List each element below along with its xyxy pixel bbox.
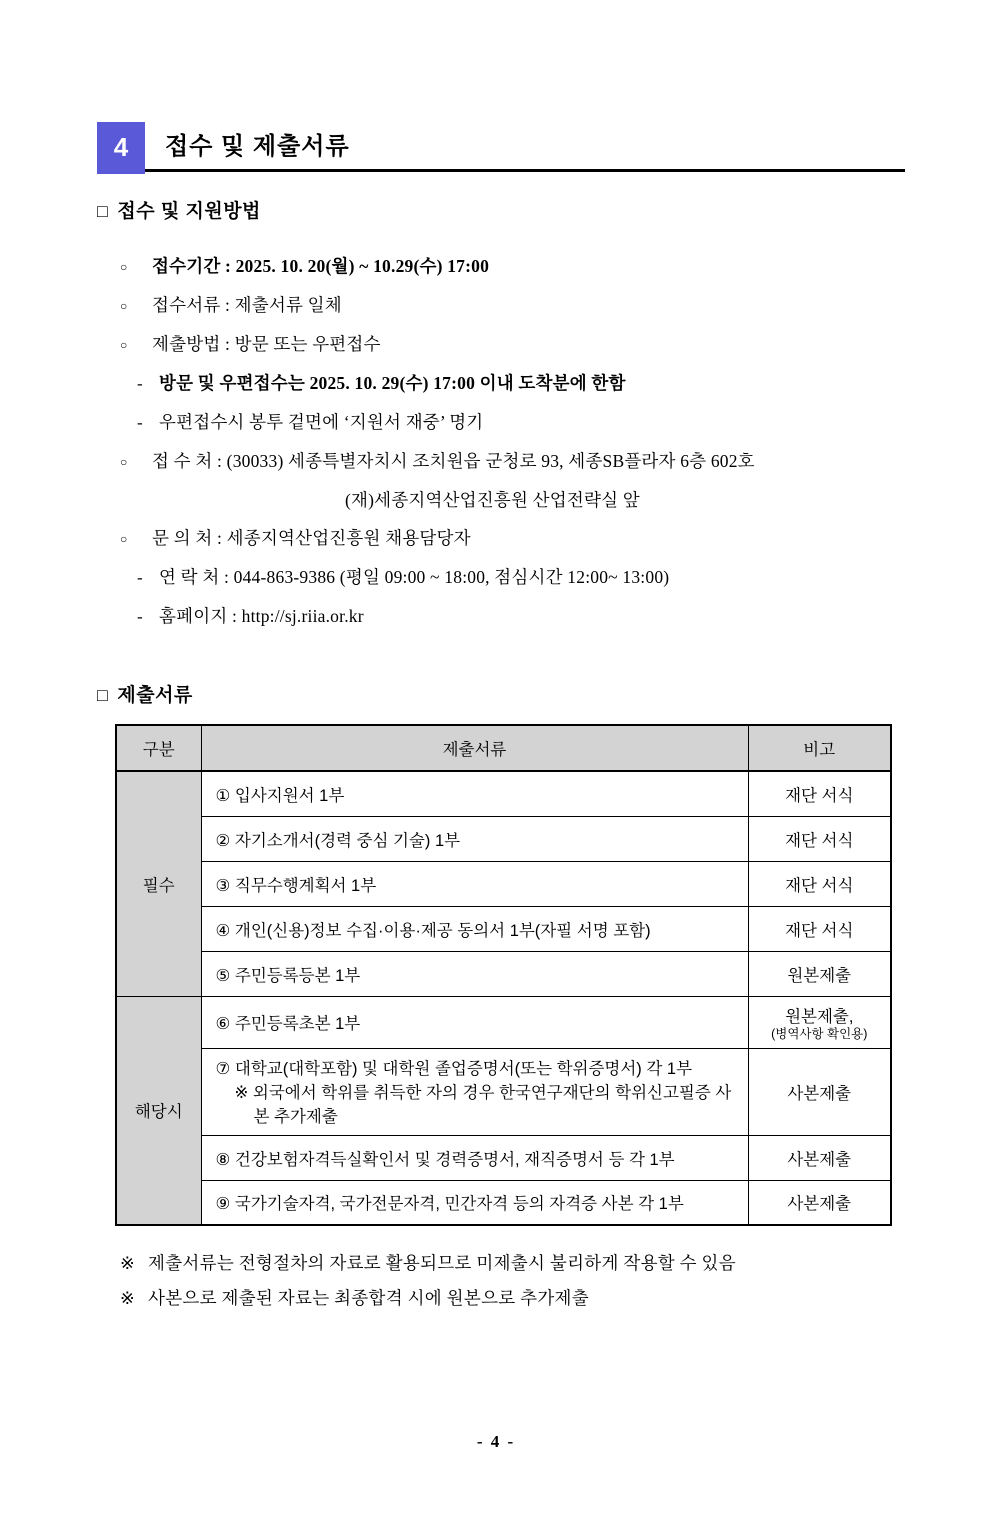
list-item-reception-docs xyxy=(120,292,992,319)
table-header-category: 구분 xyxy=(116,725,201,771)
table-row xyxy=(116,996,891,1048)
homepage-url[interactable]: 홈페이지 : http://sj.riia.or.kr xyxy=(159,606,364,626)
circle-bullet-icon: ○ xyxy=(120,299,128,313)
note-cell: 사본제출 xyxy=(748,1135,891,1180)
list-item-text: 우편접수시 봉투 겉면에 ‘지원서 재중’ 명기 xyxy=(159,412,484,432)
doc-cell-resident-register: ⑤ 주민등록등본 1부 xyxy=(201,951,748,996)
note-cell: 원본제출 xyxy=(748,951,891,996)
document-page xyxy=(0,122,992,1525)
square-bullet-icon: □ xyxy=(97,685,109,705)
section-number-badge: 4 xyxy=(97,122,145,174)
page-number: - 4 - xyxy=(476,1432,516,1451)
group-label-if-applicable: 해당시 xyxy=(116,996,201,1225)
list-item-submit-method xyxy=(120,331,992,358)
table-header-remark: 비고 xyxy=(748,725,891,771)
group-label-required: 필수 xyxy=(116,771,201,996)
subsection-heading-apply-text: 접수 및 지원방법 xyxy=(117,201,261,222)
list-item-reception-address xyxy=(120,448,992,475)
doc-cell-licenses: ⑨ 국가기술자격, 국가전문자격, 민간자격 등의 자격증 사본 각 1부 xyxy=(201,1180,748,1225)
list-item-inquiry xyxy=(120,525,992,552)
section-header xyxy=(97,122,905,172)
section-title: 접수 및 제출서류 xyxy=(165,133,350,160)
note-main: 원본제출, xyxy=(785,1007,854,1026)
doc-sub-note: ※ 외국에서 학위를 취득한 자의 경우 한국연구재단의 학위신고필증 사본 추가제출 xyxy=(234,1083,732,1126)
doc-cell-job-plan: ③ 직무수행계획서 1부 xyxy=(201,861,748,906)
table-header-row xyxy=(116,725,891,771)
reference-mark-icon: ※ xyxy=(120,1253,135,1273)
list-item-arrival-deadline xyxy=(137,370,992,397)
list-item-contact-phone xyxy=(137,564,992,591)
list-item-homepage xyxy=(137,603,992,630)
subsection-heading-documents xyxy=(97,680,992,707)
dash-bullet-icon: - xyxy=(137,568,143,587)
circle-bullet-icon: ○ xyxy=(120,455,128,469)
doc-cell-career-certificates: ⑧ 건강보험자격득실확인서 및 경력증명서, 재직증명서 등 각 1부 xyxy=(201,1135,748,1180)
note-cell: 재단 서식 xyxy=(748,861,891,906)
doc-cell-diploma xyxy=(201,1048,748,1135)
table-row xyxy=(116,906,891,951)
list-item-text: 연 락 처 : 044-863-9386 (평일 09:00 ~ 18:00, 점심시간 12:00~ 13:00) xyxy=(159,567,670,587)
list-item-text: 접 수 처 : (30033) 세종특별자치시 조치원읍 군청로 93, 세종SB플라자 6층 602호 xyxy=(152,451,755,471)
reference-mark-icon: ※ xyxy=(120,1288,135,1308)
note-cell: 재단 서식 xyxy=(748,816,891,861)
list-item-text: 접수기간 : 2025. 10. 20(월) ~ 10.29(수) 17:00 xyxy=(152,256,490,276)
circle-bullet-icon: ○ xyxy=(120,532,128,546)
dash-bullet-icon: - xyxy=(137,374,143,393)
table-row xyxy=(116,861,891,906)
dash-bullet-icon: - xyxy=(137,413,143,432)
footnote-text: 제출서류는 전형절차의 자료로 활용되므로 미제출시 불리하게 작용할 수 있음 xyxy=(148,1253,736,1273)
footnote-text: 사본으로 제출된 자료는 최종합격 시에 원본으로 추가제출 xyxy=(148,1288,589,1308)
doc-main: ⑦ 대학교(대학포함) 및 대학원 졸업증명서(또는 학위증명서) 각 1부 xyxy=(215,1059,693,1078)
list-item-text: (재)세종지역산업진흥원 산업전략실 앞 xyxy=(345,490,640,510)
list-item-reception-period xyxy=(120,253,992,280)
note-cell: 재단 서식 xyxy=(748,906,891,951)
list-item-text: 제출방법 : 방문 또는 우편접수 xyxy=(152,334,381,354)
square-bullet-icon: □ xyxy=(97,201,109,221)
doc-cell-privacy-consent: ④ 개인(신용)정보 수집·이용·제공 동의서 1부(자필 서명 포함) xyxy=(201,906,748,951)
table-row xyxy=(116,951,891,996)
footnote-original-copy xyxy=(120,1285,992,1311)
dash-bullet-icon: - xyxy=(137,607,143,626)
table-row xyxy=(116,1135,891,1180)
note-cell: 재단 서식 xyxy=(748,771,891,816)
footnotes xyxy=(120,1250,992,1311)
subsection-heading-documents-text: 제출서류 xyxy=(117,685,193,706)
list-item-text: 방문 및 우편접수는 2025. 10. 29(수) 17:00 이내 도착분에 한함 xyxy=(159,373,626,393)
table-header-documents: 제출서류 xyxy=(201,725,748,771)
doc-cell-application-form: ① 입사지원서 1부 xyxy=(201,771,748,816)
doc-cell-resident-abstract: ⑥ 주민등록초본 1부 xyxy=(201,996,748,1048)
table-row xyxy=(116,771,891,816)
table-row xyxy=(116,1048,891,1135)
circle-bullet-icon: ○ xyxy=(120,260,128,274)
apply-info-list xyxy=(120,253,992,630)
note-cell: 사본제출 xyxy=(748,1048,891,1135)
note-cell: 사본제출 xyxy=(748,1180,891,1225)
documents-table xyxy=(115,724,892,1226)
list-item-text: 문 의 처 : 세종지역산업진흥원 채용담당자 xyxy=(152,528,471,548)
table-row xyxy=(116,816,891,861)
doc-cell-self-introduction: ② 자기소개서(경력 중심 기술) 1부 xyxy=(201,816,748,861)
note-sub: (병역사항 확인용) xyxy=(771,1026,868,1041)
table-row xyxy=(116,1180,891,1225)
note-cell xyxy=(748,996,891,1048)
list-item-reception-address-line2 xyxy=(345,487,992,513)
list-item-envelope-note xyxy=(137,409,992,436)
footnote-usage xyxy=(120,1250,992,1276)
circle-bullet-icon: ○ xyxy=(120,338,128,352)
list-item-text: 접수서류 : 제출서류 일체 xyxy=(152,295,342,315)
subsection-heading-apply xyxy=(97,196,992,223)
